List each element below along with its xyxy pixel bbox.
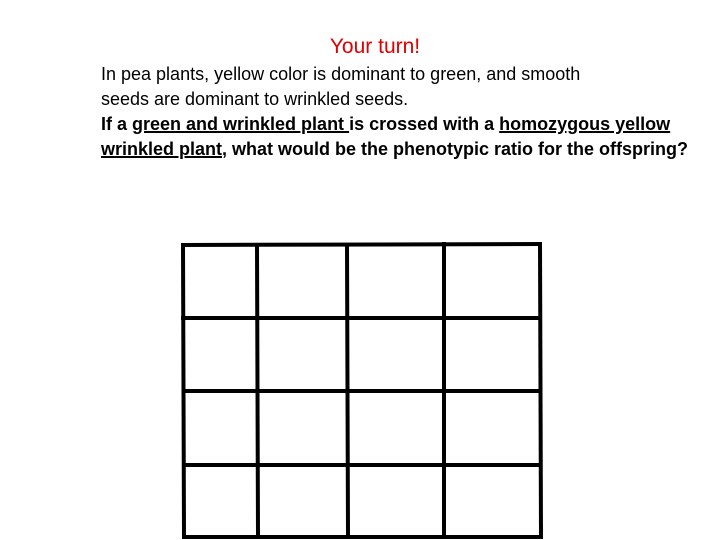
grid-line-right	[540, 244, 541, 537]
question-part-2: is crossed with a	[349, 114, 500, 134]
question-part-3: , what would be the phenotypic ratio for the offspring?	[222, 139, 689, 159]
grid-line-col-2	[347, 245, 348, 537]
grid-line-col-1	[257, 245, 258, 537]
slide-title: Your turn!	[329, 35, 421, 58]
grid-line-top	[183, 244, 540, 245]
intro-line-1: In pea plants, yellow color is dominant to green, and smooth	[101, 64, 581, 84]
question-part-1: If a	[101, 114, 133, 134]
parent-1-phrase: green and wrinkled plant	[132, 114, 350, 134]
grid-line-left	[183, 245, 184, 537]
intro-line-2: seeds are dominant to wrinkled seeds.	[101, 89, 409, 109]
parent-2-phrase: homozygous yellow wrinkled plant	[101, 114, 671, 159]
